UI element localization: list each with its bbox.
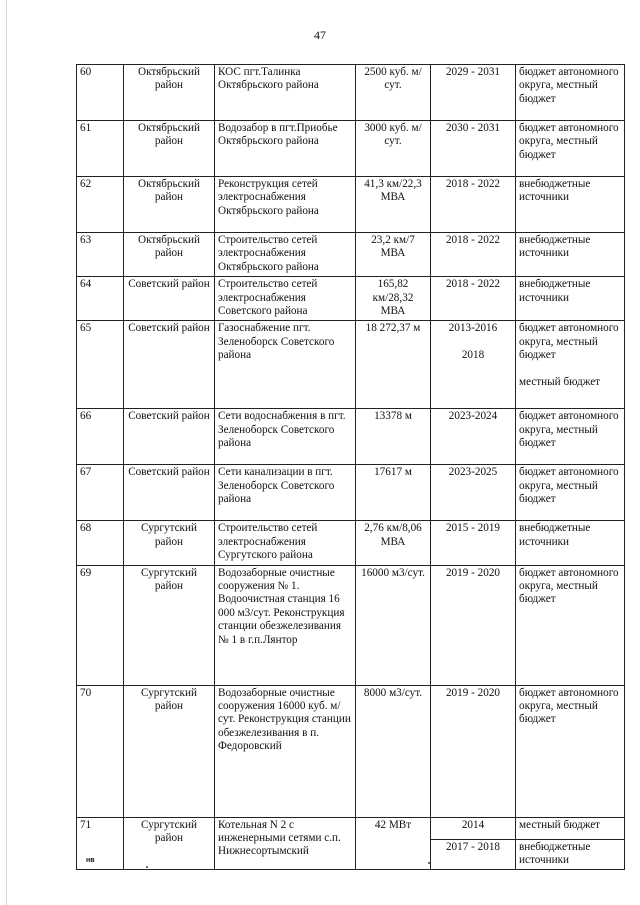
table-row-71a bbox=[77, 817, 625, 839]
cell-num-text: 60 bbox=[80, 66, 92, 78]
cell-source bbox=[516, 177, 625, 233]
cell-num bbox=[77, 233, 124, 277]
cell-object-text: Сети канализации в пгт. Зеленоборск Советского района bbox=[218, 466, 335, 506]
cell-capacity-text: 17617 м bbox=[374, 466, 412, 479]
cell-period-text: 2018 - 2022 bbox=[445, 234, 501, 246]
table-row bbox=[77, 65, 625, 121]
cell-capacity bbox=[356, 521, 431, 565]
cell-period-text: 2029 - 2031 bbox=[445, 66, 501, 78]
cell-num-text: 66 bbox=[80, 410, 92, 423]
cell-capacity-text: 23,2 км/7 МВА bbox=[371, 234, 415, 260]
cell-source-text: бюджет автономного округа, местный бюджет bbox=[519, 410, 619, 450]
cell-capacity bbox=[356, 565, 431, 685]
cell-num-text: 61 bbox=[80, 122, 92, 134]
cell-object-text: КОС пгт.Талинка Октябрьского района bbox=[218, 66, 319, 92]
cell-capacity bbox=[356, 233, 431, 277]
cell-object-text: Сети водоснабжения в пгт. Зеленоборск Советского района bbox=[218, 410, 346, 450]
table-row bbox=[77, 465, 625, 521]
cell-district-text: Сургутский район bbox=[141, 522, 197, 548]
cell-object bbox=[215, 409, 356, 465]
cell-district bbox=[124, 465, 215, 521]
cell-source bbox=[516, 521, 625, 565]
cell-num-text: 65 bbox=[80, 322, 92, 335]
cell-object bbox=[215, 685, 356, 817]
table-row bbox=[77, 277, 625, 321]
cell-object-text: Водозаборные очистные сооружения № 1. Водоочистная станция 16 000 м3/сут. Реконструкция станции обезжелезивания № 1 в г.п.Лянтор bbox=[218, 566, 345, 646]
cell-num bbox=[77, 65, 124, 121]
cell-capacity-text: 16000 м3/сут. bbox=[361, 566, 425, 579]
cell-gap bbox=[519, 363, 621, 376]
cell-object-text: Строительство сетей электроснабжения Сургутского района bbox=[218, 522, 318, 562]
cell-district bbox=[124, 277, 215, 321]
cell-source-text: внебюджетные источники bbox=[519, 278, 591, 304]
cell-capacity bbox=[356, 277, 431, 321]
cell-object bbox=[215, 565, 356, 685]
table-body bbox=[77, 65, 625, 870]
cell-object bbox=[215, 233, 356, 277]
cell-object-text: Газоснабжение пгт. Зеленоборск Советского района bbox=[218, 322, 335, 362]
table-row bbox=[77, 521, 625, 565]
cell-period bbox=[431, 121, 516, 177]
cell-object bbox=[215, 277, 356, 321]
table-row bbox=[77, 321, 625, 409]
cell-period-text: 2015 - 2019 bbox=[445, 522, 501, 535]
cell-capacity bbox=[356, 465, 431, 521]
cell-period: 2017 - 2018 bbox=[431, 839, 516, 870]
cell-period-text: 2023-2025 bbox=[448, 466, 498, 479]
cell-object-text: Водозабор в пгт.Приобье Октябрьского района bbox=[218, 122, 338, 148]
cell-district bbox=[124, 409, 215, 465]
cell-district: Сургутский район bbox=[124, 817, 215, 870]
cell-district-text: Октябрьский район bbox=[137, 66, 201, 92]
cell-num-text: 63 bbox=[80, 234, 92, 246]
cell-period bbox=[431, 321, 516, 409]
cell-capacity-text: 165,82 км/28,32 МВА bbox=[372, 278, 414, 318]
cell-district-text: Сургутский район bbox=[141, 686, 197, 713]
cell-object bbox=[215, 65, 356, 121]
cell-district bbox=[124, 521, 215, 565]
cell-num bbox=[77, 521, 124, 565]
cell-object-text: Реконструкция сетей электроснабжения Октябрьского района bbox=[218, 178, 319, 217]
cell-district bbox=[124, 321, 215, 409]
scan-speck bbox=[428, 862, 430, 864]
cell-period-text: 2018 - 2022 bbox=[445, 178, 501, 190]
cell-capacity bbox=[356, 685, 431, 817]
cell-source-text: внебюджетные источники bbox=[519, 522, 591, 548]
cell-source-text: бюджет автономного округа, местный бюджет bbox=[519, 686, 619, 726]
cell-capacity bbox=[356, 65, 431, 121]
table-row bbox=[77, 177, 625, 233]
cell-district-text: Сургутский район bbox=[141, 566, 197, 593]
cell-period-text: 2018 - 2022 bbox=[445, 278, 501, 291]
cell-object bbox=[215, 465, 356, 521]
cell-num bbox=[77, 465, 124, 521]
cell-district bbox=[124, 565, 215, 685]
cell-district-text: Советский район bbox=[128, 466, 210, 479]
cell-period-text: 2023-2024 bbox=[448, 410, 498, 423]
cell-object bbox=[215, 177, 356, 233]
cell-period bbox=[431, 177, 516, 233]
cell-gap bbox=[434, 336, 512, 349]
cell-capacity-text: 8000 м3/сут. bbox=[363, 686, 423, 699]
cell-source: внебюджетные источники bbox=[516, 839, 625, 870]
cell-district bbox=[124, 685, 215, 817]
cell-object-text: Строительство сетей электроснабжения Советского района bbox=[218, 278, 318, 318]
cell-period bbox=[431, 409, 516, 465]
cell-source-text: бюджет автономного округа, местный бюджет bbox=[519, 322, 619, 362]
cell-district-text: Советский район bbox=[128, 322, 210, 335]
cell-source-text: бюджет автономного округа, местный бюджет bbox=[519, 466, 619, 506]
cell-num-text: 64 bbox=[80, 278, 92, 291]
cell-district-text: Октябрьский район bbox=[137, 122, 201, 148]
cell-period bbox=[431, 233, 516, 277]
cell-source bbox=[516, 65, 625, 121]
cell-capacity-text: 41,3 км/22,3 МВА bbox=[364, 178, 422, 204]
cell-num bbox=[77, 565, 124, 685]
cell-district bbox=[124, 65, 215, 121]
cell-source: местный бюджет bbox=[516, 817, 625, 839]
cell-capacity bbox=[356, 121, 431, 177]
cell-num bbox=[77, 409, 124, 465]
cell-capacity: 42 МВт bbox=[356, 817, 431, 870]
table-row bbox=[77, 121, 625, 177]
cell-object bbox=[215, 121, 356, 177]
cell-source bbox=[516, 121, 625, 177]
cell-period-text-extra: 2018 bbox=[461, 348, 485, 361]
cell-district bbox=[124, 121, 215, 177]
cell-object-text: Строительство сетей электроснабжения Октябрьского района bbox=[218, 234, 319, 273]
page-number: 47 bbox=[314, 28, 326, 42]
table-row bbox=[77, 685, 625, 817]
cell-source-text-extra: местный бюджет bbox=[519, 375, 601, 388]
cell-period: 2014 bbox=[431, 817, 516, 839]
cell-source-text: внебюджетные источники bbox=[519, 234, 591, 260]
cell-district bbox=[124, 177, 215, 233]
cell-capacity-text: 3000 куб. м/сут. bbox=[364, 122, 422, 148]
cell-period-text: 2019 - 2020 bbox=[445, 686, 501, 699]
cell-capacity-text: 2,76 км/8,06 МВА bbox=[364, 522, 422, 548]
cell-capacity-text: 18 272,37 м bbox=[365, 322, 421, 335]
table-row bbox=[77, 409, 625, 465]
cell-period bbox=[431, 65, 516, 121]
cell-district bbox=[124, 233, 215, 277]
cell-num-text: 62 bbox=[80, 178, 92, 190]
cell-capacity bbox=[356, 409, 431, 465]
cell-num: 71 bbox=[77, 817, 124, 870]
cell-district-text: Советский район bbox=[128, 278, 210, 291]
cell-num-text: 69 bbox=[80, 566, 92, 579]
cell-num bbox=[77, 685, 124, 817]
cell-source bbox=[516, 565, 625, 685]
cell-num bbox=[77, 121, 124, 177]
cell-source bbox=[516, 233, 625, 277]
scan-edge bbox=[6, 0, 7, 905]
cell-num-text: 68 bbox=[80, 522, 92, 535]
cell-object bbox=[215, 521, 356, 565]
footer-mark: нв bbox=[86, 857, 95, 864]
cell-source-text: бюджет автономного округа, местный бюджет bbox=[519, 66, 619, 105]
cell-source-text: внебюджетные источники bbox=[519, 178, 591, 204]
scan-speck bbox=[146, 866, 148, 868]
cell-district-text: Октябрьский район bbox=[137, 234, 201, 260]
cell-capacity bbox=[356, 321, 431, 409]
cell-source bbox=[516, 321, 625, 409]
cell-period-text: 2013-2016 bbox=[448, 322, 498, 335]
cell-period bbox=[431, 521, 516, 565]
cell-object: Котельная N 2 с инженерными сетями с.п. Нижнесортымский bbox=[215, 817, 356, 870]
cell-num-text: 67 bbox=[80, 466, 92, 479]
cell-source bbox=[516, 685, 625, 817]
table-row bbox=[77, 233, 625, 277]
cell-capacity-text: 13378 м bbox=[374, 410, 412, 423]
cell-source bbox=[516, 465, 625, 521]
cell-source-text: бюджет автономного округа, местный бюджет bbox=[519, 566, 619, 606]
cell-district-text: Советский район bbox=[128, 410, 210, 423]
cell-num-text: 70 bbox=[80, 686, 92, 699]
cell-num bbox=[77, 177, 124, 233]
cell-source bbox=[516, 277, 625, 321]
cell-period bbox=[431, 685, 516, 817]
cell-district-text: Октябрьский район bbox=[137, 178, 201, 204]
table-row bbox=[77, 565, 625, 685]
cell-object-text: Водозаборные очистные сооружения 16000 куб. м/сут. Реконструкция станции обезжелезивания в п. Федоровский bbox=[218, 686, 351, 753]
cell-num bbox=[77, 321, 124, 409]
cell-source-text: бюджет автономного округа, местный бюджет bbox=[519, 122, 619, 161]
cell-num bbox=[77, 277, 124, 321]
cell-source bbox=[516, 409, 625, 465]
objects-table bbox=[76, 64, 625, 870]
cell-period-text: 2030 - 2031 bbox=[445, 122, 501, 134]
cell-period bbox=[431, 465, 516, 521]
cell-object bbox=[215, 321, 356, 409]
cell-capacity bbox=[356, 177, 431, 233]
cell-period-text: 2019 - 2020 bbox=[445, 566, 501, 579]
cell-period bbox=[431, 277, 516, 321]
cell-capacity-text: 2500 куб. м/сут. bbox=[364, 66, 422, 92]
cell-period bbox=[431, 565, 516, 685]
